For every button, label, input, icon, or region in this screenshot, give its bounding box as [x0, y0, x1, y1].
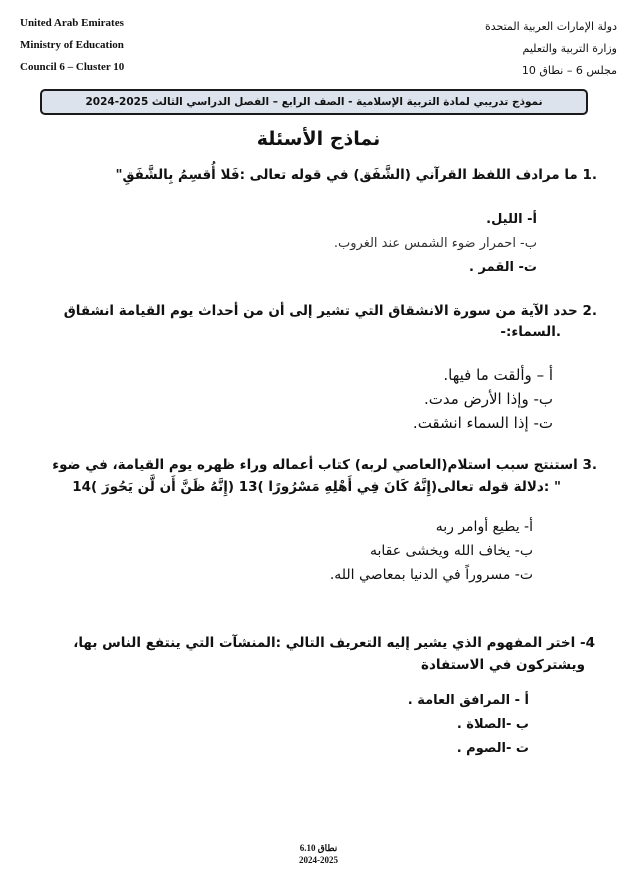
question-3-cont: " :دلالة قوله تعالى(إِنَّهُ كَانَ فِي أَهْلِهِ مَسْرُورًا )13 (إِنَّهُ ظَنَّ أَن لَّن يَحُورَ )14 — [72, 479, 561, 495]
q3-option-b: ب- يخاف الله ويخشى عقابه — [370, 543, 533, 559]
header-council-ar: مجلس 6 – نطاق 10 — [521, 64, 617, 77]
exam-banner — [40, 89, 588, 115]
banner-text: نموذج تدريبي لمادة التربية الإسلامية - الصف الرابع – الفصل الدراسي الثالث 2025-2024 — [85, 96, 543, 108]
question-4: 4- اختر المفهوم الذي يشير إليه التعريف التالي :المنشآت التي ينتفع الناس بها، — [73, 635, 595, 651]
q1-option-b: ب- احمرار ضوء الشمس عند الغروب. — [333, 236, 537, 251]
q1-option-c: ت- القمر . — [469, 260, 537, 275]
footer-year: 2024-2025 — [299, 855, 338, 865]
header-ministry-ar: وزارة التربية والتعليم — [522, 42, 617, 55]
q4-option-a: أ - المرافق العامة . — [407, 693, 529, 708]
header-country: United Arab Emirates — [20, 17, 124, 29]
q4-option-b: ب -الصلاة . — [456, 717, 529, 732]
question-2: .2 حدد الآية من سورة الانشقاق التي تشير إلى أن من أحداث يوم القيامة انشقاق — [63, 303, 597, 319]
q3-option-a: أ- يطيع أوامر ربه — [435, 519, 533, 535]
header-ministry: Ministry of Education — [20, 39, 124, 51]
q1-option-a: أ- الليل. — [486, 212, 537, 227]
footer-cluster: نطاق 6.10 — [299, 843, 338, 853]
question-4-cont: ويشتركون في الاستفادة — [421, 657, 585, 673]
q2-option-a: أ – وألقت ما فيها. — [443, 366, 553, 384]
q3-option-c: ت- مسروراً في الدنيا بمعاصي الله. — [329, 567, 533, 583]
q2-option-c: ت- إذا السماء انشقت. — [412, 414, 553, 432]
header-council: Council 6 – Cluster 10 — [20, 61, 125, 73]
question-1: .1 ما مرادف اللفظ القرآني (الشَّفَق) في قوله تعالى :فَلا أُقسِمُ بِالشَّفَقِ" — [115, 167, 597, 183]
question-3: .3 استنتج سبب استلام(العاصي لربه) كتاب أعماله وراء ظهره يوم القيامة، في ضوء — [52, 457, 597, 473]
question-2-cont: .السماء:- — [500, 324, 561, 340]
header-country-ar: دولة الإمارات العربية المتحدة — [484, 20, 617, 33]
q2-option-b: ب- وإذا الأرض مدت. — [424, 390, 553, 408]
q4-option-c: ت -الصوم . — [456, 741, 529, 756]
page-title: نماذج الأسئلة — [256, 128, 381, 150]
